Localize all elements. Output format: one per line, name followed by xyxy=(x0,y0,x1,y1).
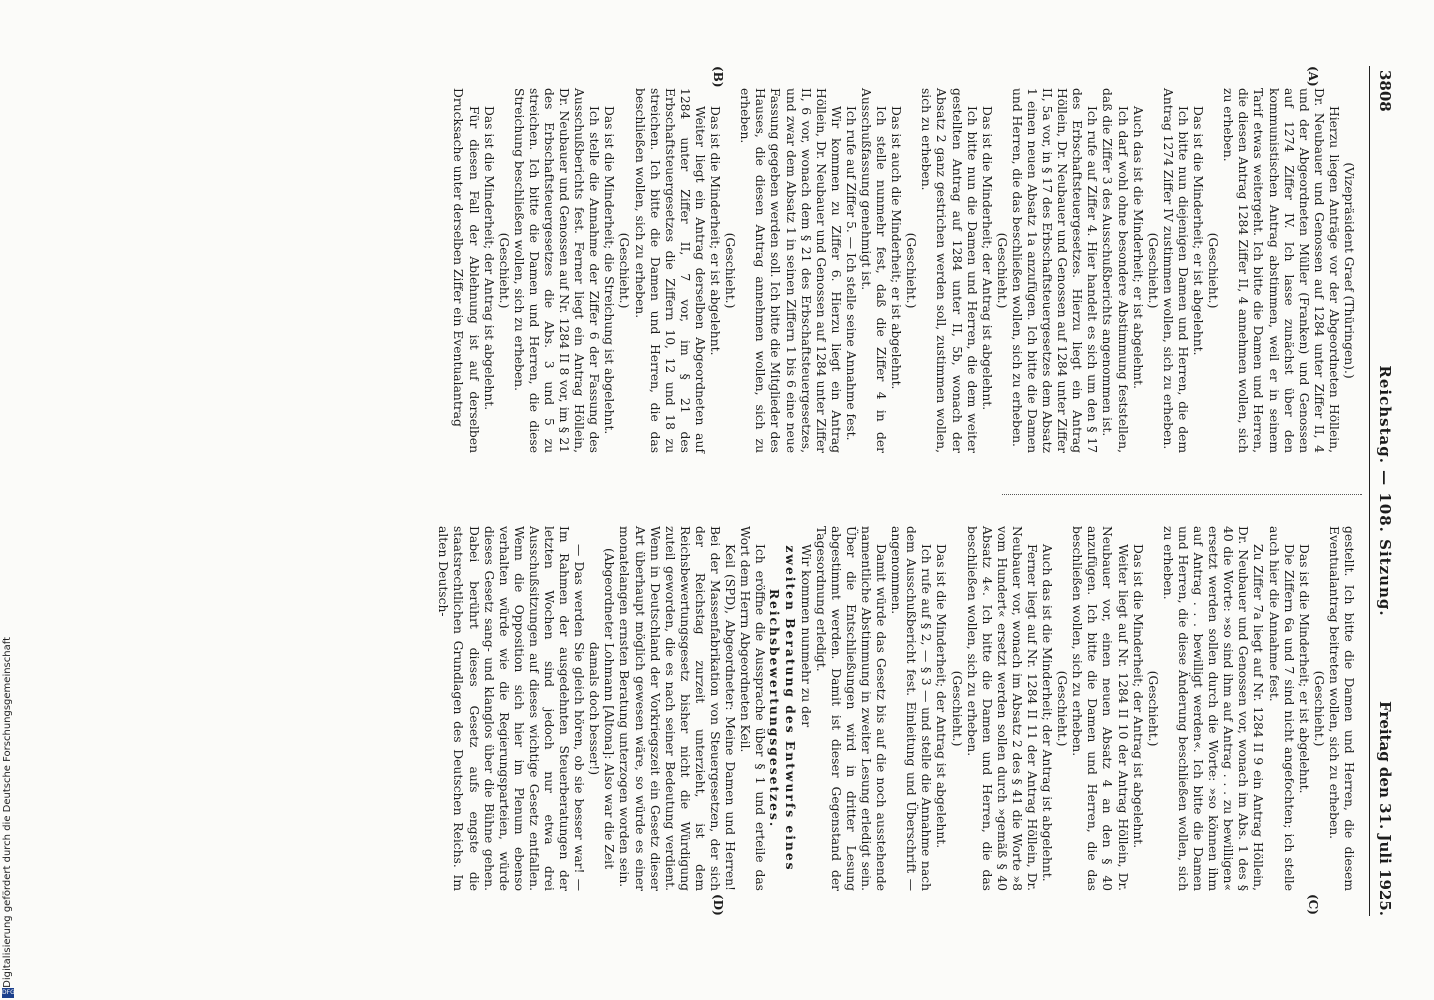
action-note: (Geschieht.) xyxy=(723,232,738,309)
dfg-logo: DFG xyxy=(2,989,15,996)
action-note: (Geschieht.) xyxy=(496,232,511,309)
paragraph: Das ist die Minderheit; er ist abgelehnt. xyxy=(1191,106,1206,356)
right-column xyxy=(435,526,1356,891)
paragraph: Ich darf wohl ohne besondere Abstimmung feststellen, daß die Ziffer 3 des Ausschußberichts angenommen ist. xyxy=(1100,88,1130,453)
paragraph: Für diesen Fall der Ablehnung ist auf derselben Drucksache unter derselben Ziffer ein Eventualantrag xyxy=(451,88,481,453)
speaker-line: (Vizepräsident Graef (Thüringen).) xyxy=(1342,162,1356,379)
action-note: (Geschieht.) xyxy=(1145,670,1160,747)
action-note: (Geschieht.) xyxy=(617,232,632,309)
paragraph: Ich rufe auf § 2, — § 3 — und stelle die Annahme nach dem Ausschußbericht fest. Einleitung und Überschrift — angenommen. xyxy=(889,526,934,891)
paragraph: Ich eröffne die Aussprache über § 1 und erteile das Wort dem Herrn Abgeordneten Keil. xyxy=(738,526,768,891)
paragraph: Das ist die Minderheit; der Antrag ist abgelehnt. xyxy=(979,106,994,411)
paragraph: Ich bitte nun die Damen und Herren, die dem weiter gestellten Antrag auf 1284 unter II, 5b, wonach der Absatz 2 ganz gestrichen werden soll, zustimmen wollen, sich zu erheben. xyxy=(919,88,979,453)
paragraph: gestellt. Ich bitte die Damen und Herren, die diesem Eventualantrag beitreten wollen, sich zu erheben. xyxy=(1326,526,1356,891)
paragraph: Wir kommen zu Ziffer 6. Hierzu liegt ein Antrag Höllein, Dr. Neubauer und Genossen auf 1284 unter Ziffer II, 6 vor, wonach dem § 21 des Erbschaftsteuergesetzes, und zwar dem Absatz 1 in seinen Ziffern 1 bis 6 eine neue Fassung gegeben werden soll. Ich bitte die Mitglieder des Hauses, die diesen Antrag annehmen wollen, sich zu erheben. xyxy=(738,88,843,453)
action-note: (Geschieht.) xyxy=(1206,232,1221,309)
margin-mark-d: (D) xyxy=(711,894,725,916)
interjection: (Abgeordneter Lohmann [Altona]: Also war die Zeit damals doch besser!) xyxy=(587,547,617,870)
action-note: (Geschieht.) xyxy=(1311,670,1326,747)
rotated-page xyxy=(135,66,1400,916)
paragraph: Das ist die Minderheit; der Antrag ist abgelehnt. xyxy=(481,106,496,411)
paragraph: Die Ziffern 6a und 7 sind nicht angefochten; ich stelle auch hier die Annahme fest. xyxy=(1266,526,1296,891)
page-title: Reichstag. — 108. Sitzung. xyxy=(1376,365,1394,617)
action-note: (Geschieht.) xyxy=(1055,670,1070,747)
action-note: (Geschieht.) xyxy=(949,670,964,747)
paragraph: Auch das ist die Minderheit; er ist abgelehnt. xyxy=(1130,106,1145,390)
paragraph: Auch das ist die Minderheit; der Antrag ist abgelehnt. xyxy=(1040,544,1055,882)
paragraph: Ich rufe auf Ziffer 5. — Ich stelle seine Annahme fest. xyxy=(843,106,858,441)
page-number: 3808 xyxy=(1376,70,1394,112)
paragraph: Ich stelle die Annahme der Ziffer 6 der Fassung des Ausschußberichts fest. Ferner liegt ein Antrag Höllein, Dr. Neubauer und Genossen auf Nr. 1284 II 8 vor, im § 21 des Erbschaftsteuergesetzes die Abs. 3 und 5 zu streichen. Ich bitte die Damen und Herren, die diese Streichung beschließen wollen, sich zu erheben. xyxy=(511,88,602,453)
paragraph: Das ist die Minderheit; er ist abgelehnt. xyxy=(708,106,723,356)
paragraph: Weiter liegt auf Nr. 1284 II 10 der Antrag Höllein, Dr. Neubauer vor, einen neuen Absatz 4 an den § 40 anzufügen. Ich bitte die Damen und Herren, die das beschließen wollen, sich zu erheben. xyxy=(1070,526,1130,891)
paragraph: Das ist die Minderheit; der Antrag ist abgelehnt. xyxy=(1130,544,1145,849)
paragraph: Das ist die Minderheit; die Streichung ist abgelehnt. xyxy=(602,106,617,435)
action-note: (Geschieht.) xyxy=(1145,232,1160,309)
paragraph: Das ist die Minderheit; der Antrag ist abgelehnt. xyxy=(934,544,949,849)
digitization-credit: Digitalisierung gefördert durch die Deutsche Forschungsgemeinschaft xyxy=(2,637,13,988)
margin-mark-b: (B) xyxy=(711,66,725,88)
paragraph: Hierzu liegen Anträge vor der Abgeordneten Höllein, Dr. Neubauer und Genossen auf 1284 unter Ziffer II, 4 und der Abgeordneten Müller (Franken) und Genossen auf 1274 Ziffer IV. Ich lasse zunächst über den kommunistischen Antrag abstimmen, weil er in seinem Tarif etwas weitergeht. Ich bitte die Damen und Herren, die diesen Antrag 1284 Ziffer II, 4 annehmen wollen, sich zu erheben. xyxy=(1221,88,1341,453)
agenda-heading: zweiten Beratung des Entwurfs eines Reichsbewertungsgesetzes. xyxy=(767,545,798,872)
paragraph: Das ist die Minderheit; er ist abgelehnt. xyxy=(1296,544,1311,794)
paragraph: Ich rufe auf Ziffer 4. Hier handelt es sich um den § 17 des Erbschaftsteuergesetzes. Hierzu liegt ein Antrag Höllein, Dr. Neubauer und Genossen auf 1284 unter Ziffer II, 5a vor, in § 17 des Erbschaftsteuergesetzes dem Absatz 1 einen neuen Absatz 1a anzufügen. Ich bitte die Damen und Herren, die das beschließen wollen, sich zu erheben. xyxy=(1009,88,1100,453)
paragraph: Ich bitte nun diejenigen Damen und Herren, die dem Antrag 1274 Ziffer IV zustimmen wollen, sich zu erheben. xyxy=(1160,88,1190,453)
paragraph: Ferner liegt auf Nr. 1284 II 11 der Antrag Höllein, Dr. Neubauer vor, wonach im Absatz 2 des § 41 die Worte »8 vom Hundert« ersetzt werden sollen durch »gemäß § 40 Absatz 4«. Ich bitte die Damen und Herren, die das beschließen wollen, sich zu erheben. xyxy=(964,526,1040,891)
action-note: (Geschieht.) xyxy=(994,232,1009,309)
page-header xyxy=(1369,66,1400,916)
column-rule xyxy=(1002,494,1362,496)
session-date: Freitag den 31. Juli 1925. xyxy=(1376,701,1394,916)
speech-paragraph: — Das werden Sie gleich hören, ob sie besser war! — Im Rahmen der ausgedehnten Steuerberatungen der letzten Wochen sind jedoch nur etwa drei Ausschußsitzungen auf dieses wichtige Gesetz entfallen. Wenn die Opposition sich hier im Plenum ebenso verhalten würde wie die Regierungsparteien, würde dieses Gesetz sang- und klanglos über die Bühne gehen. Dabei berührt dieses Gesetz aufs engste die staatsrechtlichen Grundlagen des Deutschen Reichs. Im alten Deutsch- xyxy=(436,526,587,891)
paragraph: Ich stelle nunmehr fest, daß die Ziffer 4 in der Ausschußfassung genehmigt ist. xyxy=(859,88,889,453)
paragraph: Zu Ziffer 7a liegt auf Nr. 1284 II 9 ein Antrag Höllein, Dr. Neubauer und Genossen vor, wonach im Abs. 1 des § 40 die Worte: »so sind ihm auf Antrag . . . zu bewilligen« ersetzt werden sollen durch die Worte: »so können ihm auf Antrag . . . bewilligt werden«. Ich bitte die Damen und Herren, die diese Änderung beschließen wollen, sich zu erheben. xyxy=(1160,526,1266,891)
margin-mark-a: (A) xyxy=(1306,66,1320,87)
action-note: (Geschieht.) xyxy=(904,232,919,309)
margin-mark-c: (C) xyxy=(1306,894,1320,915)
paragraph: Damit würde das Gesetz bis auf die noch ausstehende namentliche Abstimmung in zweiter Lesung erledigt sein. Über die Entschließungen wird in dritter Lesung abgestimmt werden. Damit ist dieser Gegenstand der Tagesordnung erledigt. xyxy=(813,526,889,891)
paragraph: Wir kommen nunmehr zu der xyxy=(798,544,813,728)
left-column xyxy=(450,88,1356,453)
speech-paragraph: Keil (SPD), Abgeordneter: Meine Damen und Herren! Bei der Massenfabrikation von Steuergesetzen, der sich der Reichstag zurzeit unterzieht, ist dem Reichsbewertungsgesetz bisher nicht die Würdigung zuteil geworden, die es nach seiner Bedeutung verdient. Wenn in Deutschland der Vorkriegszeit ein Gesetz dieser Art überhaupt möglich gewesen wäre, so würde es einer monatelangen ernsten Beratung unterzogen worden sein. xyxy=(617,526,738,891)
paragraph: Weiter liegt ein Antrag derselben Abgeordneten auf 1284 unter Ziffer II, 7 vor, im § 21 des Erbschaftsteuergesetzes die Ziffern 10, 12 und 18 zu streichen. Ich bitte die Damen und Herren, die das beschließen wollen, sich zu erheben. xyxy=(632,88,707,453)
paragraph: Das ist auch die Minderheit; er ist abgelehnt. xyxy=(889,106,904,390)
